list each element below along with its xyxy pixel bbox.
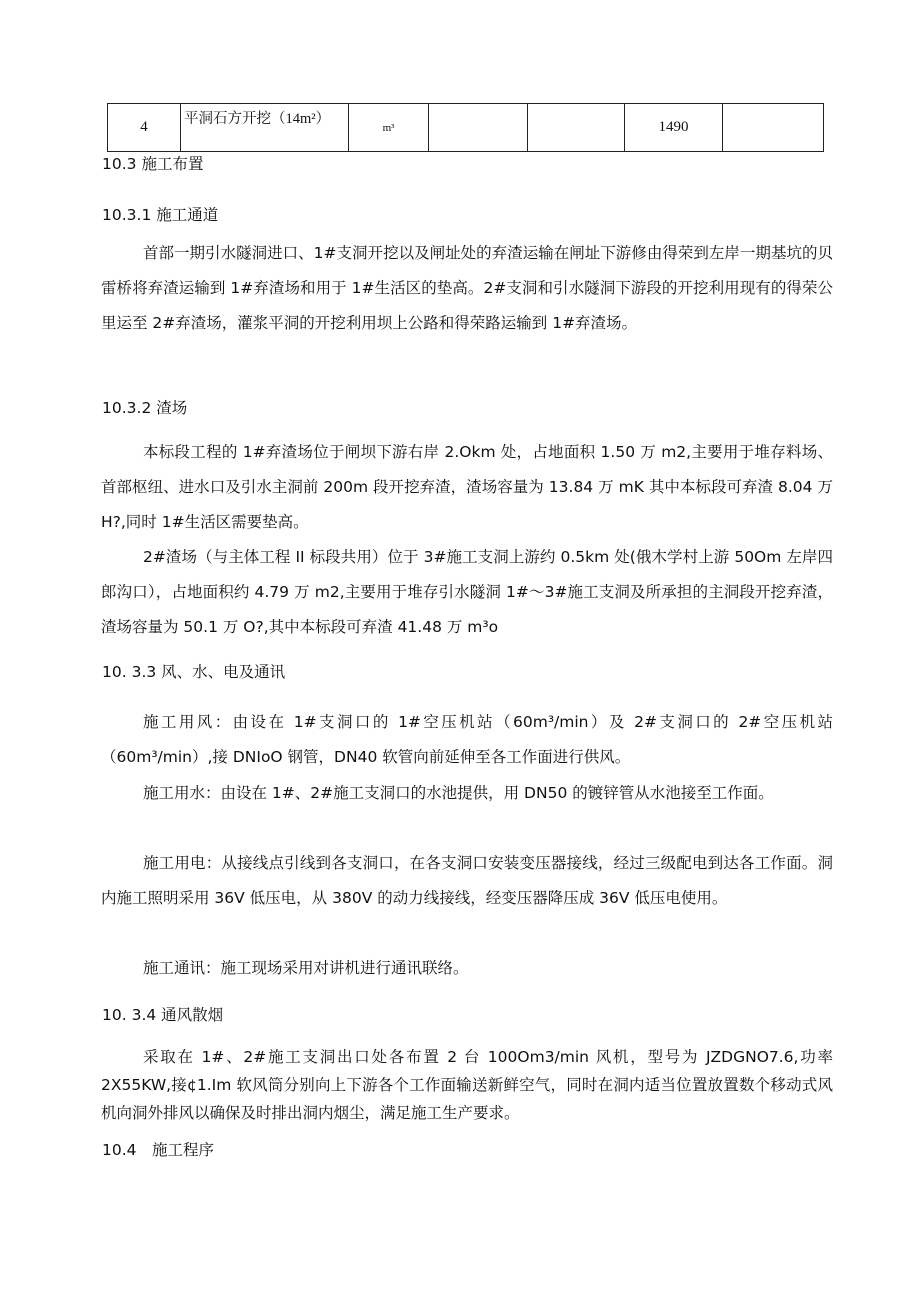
item-number-cell: 4 <box>108 104 181 152</box>
section-heading-10-3-3: 10. 3.3 风、水、电及通讯 <box>102 663 286 681</box>
item-name-cell: 平洞石方开挖（14m²） <box>181 104 349 152</box>
quantity-table <box>107 103 824 152</box>
quantity-cell: 1490 <box>625 104 723 152</box>
paragraph-ventilation: 采取在 1#、2#施工支洞出口处各布置 2 台 100Om3/min 风机，型号为 JZDGNO7.6,功率 2X55KW,接¢1.Im 软风筒分别向上下游各个工作面输送新鲜空气，同时在洞内适当位置放置数个移动式风机向洞外排风以确保及时排出洞内烟尘，满足施工生产要求。 <box>101 1048 833 1122</box>
empty-cell <box>528 104 625 152</box>
unit-cell: m³ <box>349 104 429 152</box>
paragraph-communication: 施工通讯：施工现场采用对讲机进行通讯联络。 <box>143 959 469 977</box>
section-heading-10-3-4: 10. 3.4 通风散烟 <box>102 1006 224 1024</box>
section-heading-10-4: 10.4 施工程序 <box>102 1141 215 1159</box>
empty-cell <box>723 104 824 152</box>
paragraph-construction-access: 首部一期引水隧洞进口、1#支洞开挖以及闸址处的弃渣运输在闸址下游修由得荣到左岸一期基坑的贝雷桥将弃渣运输到 1#弃渣场和用于 1#生活区的垫高。2#支洞和引水隧洞下游段的开挖利用现有的得荣公里运至 2#弃渣场，灌浆平洞的开挖利用坝上公路和得荣路运输到 1#弃渣场。 <box>101 244 833 332</box>
empty-cell <box>429 104 528 152</box>
paragraph-spoil-area-1: 本标段工程的 1#弃渣场位于闸坝下游右岸 2.Okm 处，占地面积 1.50 万 m2,主要用于堆存料场、首部枢纽、进水口及引水主洞前 200m 段开挖弃渣，渣场容量为 13.84 万 mK 其中本标段可弃渣 8.04 万 H?,同时 1#生活区需要垫高。 <box>101 443 833 531</box>
paragraph-air-supply: 施工用风：由设在 1#支洞口的 1#空压机站（60m³/min）及 2#支洞口的 2#空压机站（60m³/min）,接 DNIoO 钢管，DN40 软管向前延伸至各工作面进行供风。 <box>101 713 833 766</box>
section-heading-10-3-2: 10.3.2 渣场 <box>102 399 188 417</box>
section-heading-10-3-1: 10.3.1 施工通道 <box>102 206 219 224</box>
paragraph-power-supply: 施工用电：从接线点引线到各支洞口，在各支洞口安装变压器接线，经过三级配电到达各工作面。洞内施工照明采用 36V 低压电，从 380V 的动力线接线，经变压器降压成 36V 低压电使用。 <box>101 854 833 907</box>
table-row <box>108 104 824 152</box>
paragraph-spoil-area-2: 2#渣场（与主体工程 II 标段共用）位于 3#施工支洞上游约 0.5km 处(俄木学村上游 50Om 左岸四郎沟口），占地面积约 4.79 万 m2,主要用于堆存引水隧洞 1#～3#施工支洞及所承担的主洞段开挖弃渣，渣场容量为 50.1 万 O?,其中本标段可弃渣 41.48 万 m³o <box>101 548 833 636</box>
section-heading-10-3: 10.3 施工布置 <box>102 155 204 173</box>
paragraph-water-supply: 施工用水：由设在 1#、2#施工支洞口的水池提供，用 DN50 的镀锌管从水池接至工作面。 <box>143 784 774 802</box>
